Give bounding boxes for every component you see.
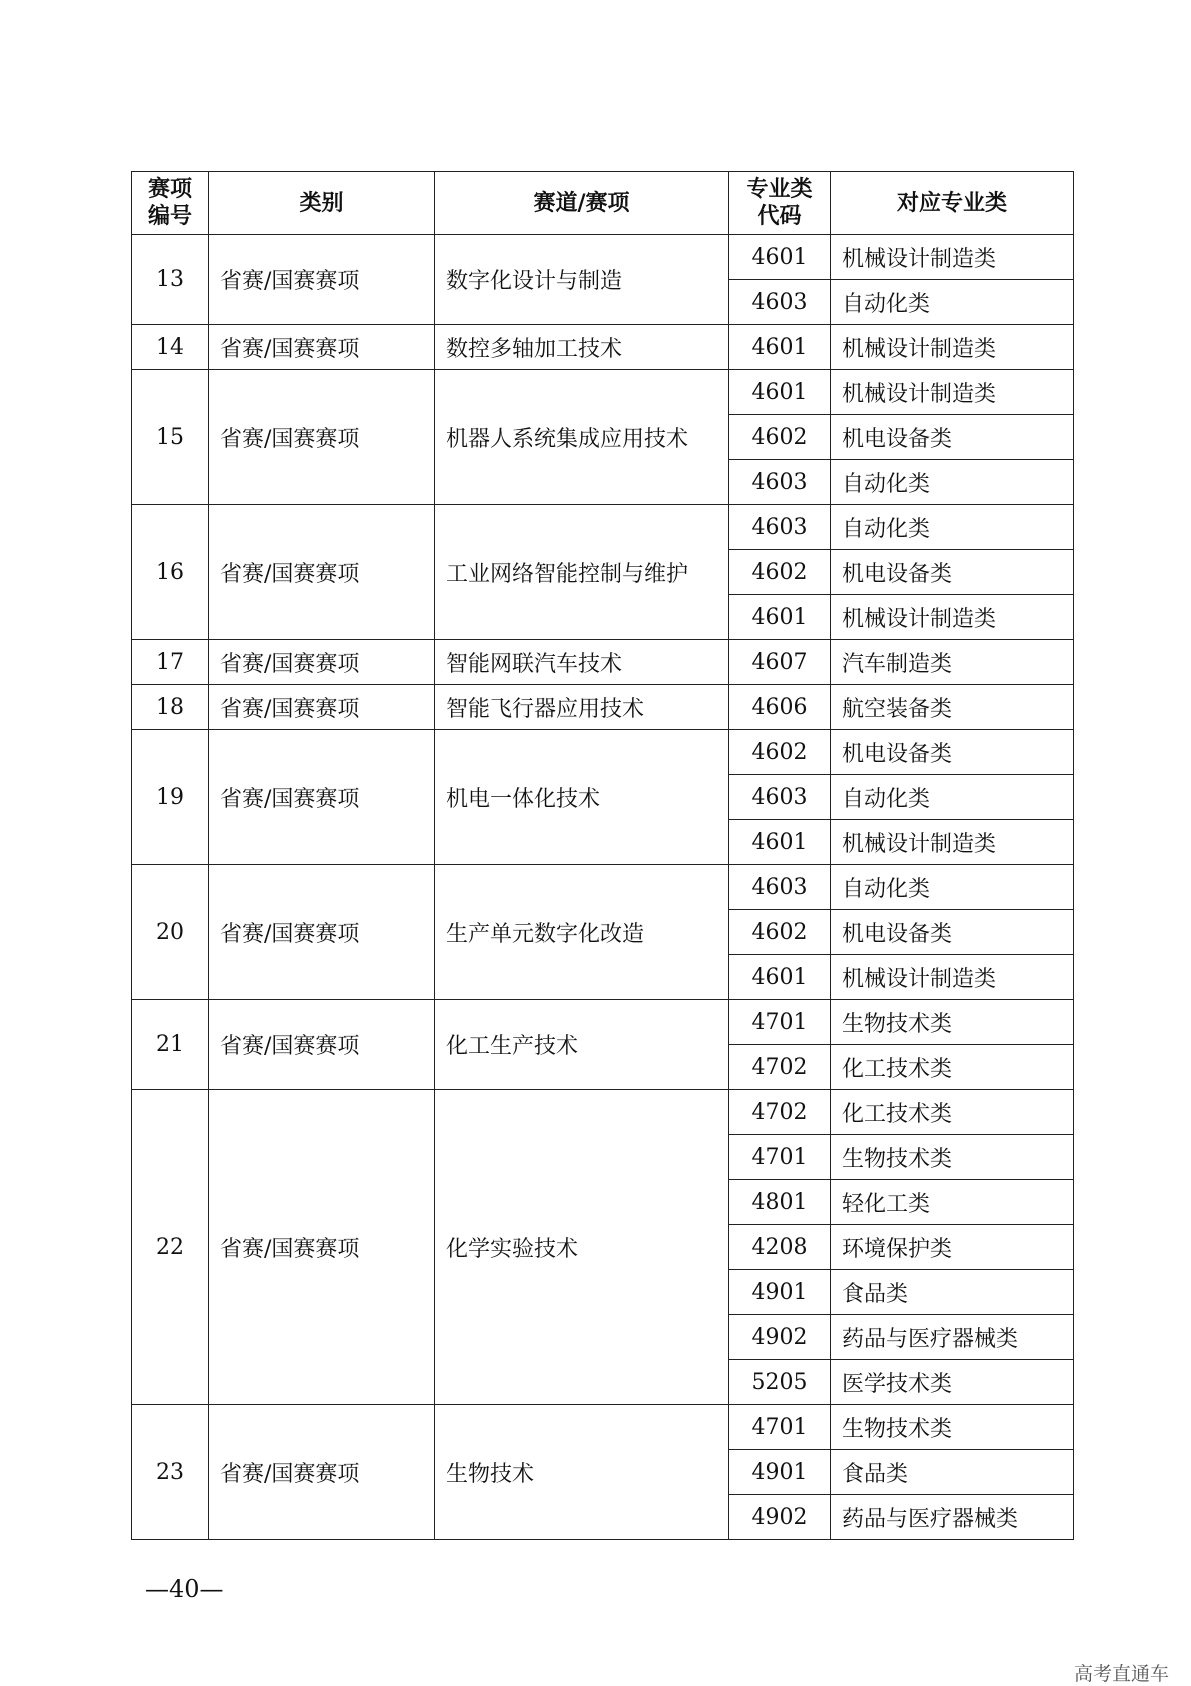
header-major-code [729, 172, 831, 235]
major-category-cell: 机电设备类 [831, 910, 1074, 955]
category-cell: 省赛/国赛赛项 [209, 1000, 435, 1090]
major-code-cell: 4701 [729, 1000, 831, 1045]
major-category-cell: 自动化类 [831, 505, 1074, 550]
major-category-cell: 自动化类 [831, 865, 1074, 910]
major-category-cell: 食品类 [831, 1270, 1074, 1315]
table-body [132, 235, 1074, 1540]
major-code-cell: 4602 [729, 550, 831, 595]
category-cell: 省赛/国赛赛项 [209, 865, 435, 1000]
major-category-cell: 机械设计制造类 [831, 820, 1074, 865]
table-row [132, 1405, 1074, 1450]
table-row [132, 1090, 1074, 1135]
competition-number-cell: 20 [132, 865, 209, 1000]
header-code-line1: 专业类 [746, 176, 813, 202]
major-category-cell: 食品类 [831, 1450, 1074, 1495]
major-code-cell: 4603 [729, 280, 831, 325]
major-category-cell: 机械设计制造类 [831, 370, 1074, 415]
category-cell: 省赛/国赛赛项 [209, 1090, 435, 1405]
major-code-cell: 4701 [729, 1405, 831, 1450]
category-cell: 省赛/国赛赛项 [209, 640, 435, 685]
header-category: 类别 [209, 172, 435, 235]
table-row [132, 370, 1074, 415]
category-cell: 省赛/国赛赛项 [209, 235, 435, 325]
competition-number-cell: 21 [132, 1000, 209, 1090]
category-cell: 省赛/国赛赛项 [209, 730, 435, 865]
table-row [132, 640, 1074, 685]
table-row [132, 1000, 1074, 1045]
major-code-cell: 4607 [729, 640, 831, 685]
category-cell: 省赛/国赛赛项 [209, 505, 435, 640]
major-category-cell: 医学技术类 [831, 1360, 1074, 1405]
major-category-cell: 机电设备类 [831, 415, 1074, 460]
major-category-cell: 机械设计制造类 [831, 235, 1074, 280]
major-category-cell: 自动化类 [831, 775, 1074, 820]
major-code-cell: 4801 [729, 1180, 831, 1225]
page-number: —40— [145, 1575, 224, 1603]
header-major-category: 对应专业类 [831, 172, 1074, 235]
major-category-cell: 自动化类 [831, 460, 1074, 505]
watermark-text: 高考直通车 [1073, 1663, 1169, 1685]
track-cell: 数字化设计与制造 [435, 235, 729, 325]
major-code-cell: 4601 [729, 325, 831, 370]
competition-number-cell: 17 [132, 640, 209, 685]
major-category-cell: 药品与医疗器械类 [831, 1315, 1074, 1360]
major-category-cell: 机电设备类 [831, 550, 1074, 595]
table-row [132, 235, 1074, 280]
competition-number-cell: 13 [132, 235, 209, 325]
major-code-cell: 4701 [729, 1135, 831, 1180]
header-code-line2: 代码 [757, 203, 802, 229]
track-cell: 化学实验技术 [435, 1090, 729, 1405]
category-cell: 省赛/国赛赛项 [209, 370, 435, 505]
major-code-cell: 4601 [729, 595, 831, 640]
track-cell: 机器人系统集成应用技术 [435, 370, 729, 505]
header-no-line2: 编号 [147, 203, 192, 229]
major-category-cell: 生物技术类 [831, 1405, 1074, 1450]
table-header-row [132, 172, 1074, 235]
major-code-cell: 4602 [729, 730, 831, 775]
table-row [132, 325, 1074, 370]
major-code-cell: 4606 [729, 685, 831, 730]
major-code-cell: 4702 [729, 1090, 831, 1135]
category-cell: 省赛/国赛赛项 [209, 325, 435, 370]
track-cell: 工业网络智能控制与维护 [435, 505, 729, 640]
table-row [132, 505, 1074, 550]
major-code-cell: 4601 [729, 370, 831, 415]
major-code-cell: 4603 [729, 865, 831, 910]
track-cell: 智能飞行器应用技术 [435, 685, 729, 730]
track-cell: 数控多轴加工技术 [435, 325, 729, 370]
major-category-cell: 机械设计制造类 [831, 595, 1074, 640]
table-row [132, 730, 1074, 775]
major-category-cell: 药品与医疗器械类 [831, 1495, 1074, 1540]
major-category-cell: 机电设备类 [831, 730, 1074, 775]
header-competition-number [132, 172, 209, 235]
major-code-cell: 4601 [729, 235, 831, 280]
competition-number-cell: 18 [132, 685, 209, 730]
table-row [132, 865, 1074, 910]
major-code-cell: 4901 [729, 1270, 831, 1315]
track-cell: 化工生产技术 [435, 1000, 729, 1090]
major-code-cell: 4208 [729, 1225, 831, 1270]
major-category-cell: 航空装备类 [831, 685, 1074, 730]
major-code-cell: 4602 [729, 910, 831, 955]
competition-number-cell: 14 [132, 325, 209, 370]
major-category-cell: 生物技术类 [831, 1000, 1074, 1045]
major-code-cell: 4602 [729, 415, 831, 460]
major-code-cell: 5205 [729, 1360, 831, 1405]
competition-major-table [131, 171, 1074, 1540]
competition-number-cell: 16 [132, 505, 209, 640]
category-cell: 省赛/国赛赛项 [209, 685, 435, 730]
track-cell: 生产单元数字化改造 [435, 865, 729, 1000]
header-no-line1: 赛项 [147, 176, 192, 202]
competition-number-cell: 22 [132, 1090, 209, 1405]
major-category-cell: 机械设计制造类 [831, 955, 1074, 1000]
major-category-cell: 环境保护类 [831, 1225, 1074, 1270]
major-category-cell: 化工技术类 [831, 1045, 1074, 1090]
major-code-cell: 4702 [729, 1045, 831, 1090]
major-code-cell: 4603 [729, 460, 831, 505]
major-code-cell: 4601 [729, 820, 831, 865]
major-code-cell: 4902 [729, 1495, 831, 1540]
table-row [132, 685, 1074, 730]
major-category-cell: 化工技术类 [831, 1090, 1074, 1135]
major-category-cell: 自动化类 [831, 280, 1074, 325]
major-category-cell: 生物技术类 [831, 1135, 1074, 1180]
major-code-cell: 4603 [729, 505, 831, 550]
competition-number-cell: 23 [132, 1405, 209, 1540]
track-cell: 生物技术 [435, 1405, 729, 1540]
competition-number-cell: 15 [132, 370, 209, 505]
major-code-cell: 4603 [729, 775, 831, 820]
category-cell: 省赛/国赛赛项 [209, 1405, 435, 1540]
major-code-cell: 4901 [729, 1450, 831, 1495]
competition-number-cell: 19 [132, 730, 209, 865]
header-track: 赛道/赛项 [435, 172, 729, 235]
major-category-cell: 汽车制造类 [831, 640, 1074, 685]
major-category-cell: 机械设计制造类 [831, 325, 1074, 370]
track-cell: 机电一体化技术 [435, 730, 729, 865]
major-code-cell: 4902 [729, 1315, 831, 1360]
track-cell: 智能网联汽车技术 [435, 640, 729, 685]
major-code-cell: 4601 [729, 955, 831, 1000]
major-category-cell: 轻化工类 [831, 1180, 1074, 1225]
